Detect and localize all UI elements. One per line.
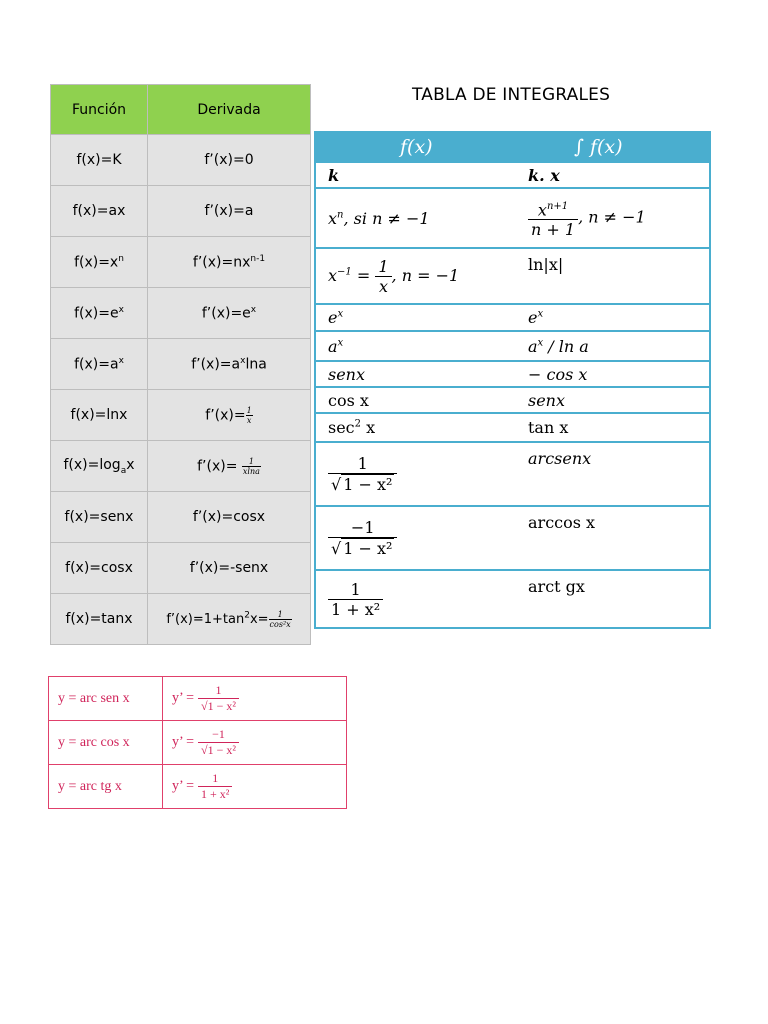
fraction-numerator: 1: [375, 257, 391, 277]
function-tail: x: [126, 456, 135, 473]
exponent: x: [250, 304, 257, 315]
integral-cell: [516, 188, 710, 248]
fraction: [198, 771, 232, 802]
sqrt-icon: √: [201, 743, 208, 757]
derivative-cell: [163, 765, 347, 809]
function-cell: senx: [315, 361, 516, 387]
integral-cell: tan x: [516, 413, 710, 442]
derivative-tail: lna: [245, 356, 267, 373]
radicand-text: 1 − x²: [343, 539, 393, 558]
function-cell: [315, 413, 516, 442]
exponent: x: [337, 308, 344, 320]
table-row: [315, 188, 710, 248]
fraction-denominator: n + 1: [531, 220, 576, 240]
fraction-numerator: −1: [328, 518, 397, 538]
integral-tail: / ln a: [543, 336, 589, 356]
derivative-cell: [148, 339, 311, 390]
function-cell: f(x)=cosx: [51, 543, 148, 594]
function-cell: y = arc cos x: [49, 721, 163, 765]
derivative-text: f’(x)=a: [191, 356, 241, 373]
subscript: a: [120, 465, 127, 476]
integral-cell: k. x: [516, 162, 710, 188]
function-cell: f(x)=senx: [51, 492, 148, 543]
arc-derivatives-table: [48, 676, 347, 809]
function-base: x: [328, 265, 338, 285]
table-row: [51, 186, 311, 237]
integral-cell: [516, 331, 710, 361]
integrals-header-row: [315, 132, 710, 162]
derivative-prefix: y’ =: [172, 734, 195, 750]
table-row: [315, 304, 710, 331]
fraction: [528, 197, 578, 239]
radicand-text: 1 − x²: [207, 743, 236, 757]
integral-tail: , n ≠ −1: [578, 207, 646, 227]
function-tail: x: [361, 418, 376, 437]
exponent: 2: [244, 610, 250, 621]
integral-cell: senx: [516, 387, 710, 413]
exponent: x: [537, 308, 544, 320]
function-text: f(x)=e: [74, 305, 119, 322]
function-base: e: [328, 308, 338, 327]
exponent: 2: [354, 418, 362, 430]
header-funcion: Función: [51, 85, 148, 135]
fraction: [375, 257, 391, 296]
fraction-numerator: −1: [198, 727, 239, 743]
fraction: [198, 683, 239, 714]
function-cell: [315, 304, 516, 331]
derivative-text: f’(x)=: [197, 458, 242, 474]
radicand-text: 1 − x²: [343, 475, 393, 494]
fraction-numerator: 1: [328, 580, 383, 600]
table-row: [315, 506, 710, 570]
derivatives-header-row: [51, 85, 311, 135]
fraction-denominator: xlna: [242, 466, 260, 476]
exponent: n: [337, 209, 344, 221]
page-title: TABLA DE INTEGRALES: [412, 85, 611, 105]
table-row: [51, 135, 311, 186]
function-cell: [315, 506, 516, 570]
fraction-numerator: 1: [242, 457, 261, 467]
exponent: x: [118, 355, 124, 366]
table-row: [51, 237, 311, 288]
exponent: x: [537, 337, 544, 349]
table-row: [51, 441, 311, 492]
table-row: [315, 413, 710, 442]
table-row: [315, 387, 710, 413]
fraction-denominator: 1 + x²: [331, 599, 381, 619]
derivative-tail: x=: [249, 611, 269, 627]
sqrt-icon: √: [201, 699, 208, 713]
fraction-denominator: [328, 474, 397, 494]
exponent: x: [118, 304, 124, 315]
fraction: [328, 580, 383, 619]
fraction-numerator: 1: [198, 683, 239, 699]
function-cell: f(x)=tanx: [51, 594, 148, 645]
derivative-cell: f’(x)=-senx: [148, 543, 311, 594]
fraction: [328, 454, 397, 494]
function-cell: cos x: [315, 387, 516, 413]
derivative-cell: [148, 288, 311, 339]
function-cell: f(x)=ax: [51, 186, 148, 237]
derivative-cell: [163, 677, 347, 721]
radicand-text: 1 − x²: [207, 699, 236, 713]
derivative-cell: [148, 594, 311, 645]
integral-cell: [516, 304, 710, 331]
table-row: [315, 331, 710, 361]
exponent: x: [240, 355, 246, 366]
table-row: [315, 248, 710, 304]
function-cell: [51, 441, 148, 492]
function-tail: , n = −1: [391, 265, 460, 285]
fraction: [242, 457, 261, 476]
integrals-table: [314, 131, 711, 629]
integral-cell: − cos x: [516, 361, 710, 387]
radicand: [341, 538, 394, 558]
table-row: [51, 492, 311, 543]
derivative-text: f’(x)=e: [201, 305, 251, 322]
derivative-cell: f’(x)=0: [148, 135, 311, 186]
derivative-prefix: y’ =: [172, 778, 195, 794]
fraction-denominator: 1 + x²: [201, 787, 230, 801]
fraction-numerator: 1: [328, 454, 397, 474]
fraction-numerator: 1: [246, 405, 252, 415]
derivative-cell: f’(x)=cosx: [148, 492, 311, 543]
equals: =: [351, 265, 376, 285]
function-base: x: [328, 208, 338, 228]
derivative-text: f’(x)=: [205, 407, 246, 423]
integral-cell: arcsenx: [516, 442, 710, 506]
fraction: [269, 610, 292, 629]
function-cell: k: [315, 162, 516, 188]
numerator-base: x: [537, 200, 547, 220]
fraction-denominator: cos²x: [269, 619, 291, 629]
fraction-denominator: [198, 699, 239, 714]
fraction-denominator: x: [378, 276, 388, 296]
header-derivada: Derivada: [148, 85, 311, 135]
table-row: [51, 288, 311, 339]
exponent: −1: [337, 266, 352, 278]
function-cell: y = arc sen x: [49, 677, 163, 721]
fraction: [246, 406, 253, 425]
fraction-denominator: [328, 538, 397, 558]
function-cell: [315, 331, 516, 361]
function-cell: [315, 442, 516, 506]
integral-base: a: [528, 336, 538, 356]
function-text: f(x)=x: [74, 254, 119, 271]
derivative-cell: [148, 441, 311, 492]
exponent: n-1: [250, 253, 266, 264]
function-cell: [315, 570, 516, 628]
table-row: [51, 543, 311, 594]
table-row: [51, 390, 311, 441]
table-row: [315, 570, 710, 628]
table-row: [51, 339, 311, 390]
fraction-numerator: 1: [198, 771, 232, 787]
function-base: sec: [328, 418, 355, 437]
derivative-cell: f’(x)=a: [148, 186, 311, 237]
fraction-numerator: [528, 197, 578, 220]
table-row: [315, 162, 710, 188]
derivative-cell: [163, 721, 347, 765]
derivative-prefix: y’ =: [172, 690, 195, 706]
fraction-denominator: x: [246, 415, 252, 425]
function-cell: f(x)=lnx: [51, 390, 148, 441]
sqrt-icon: √: [331, 539, 342, 558]
derivative-cell: [148, 237, 311, 288]
table-row: [315, 442, 710, 506]
function-tail: , si n ≠ −1: [343, 208, 430, 228]
fraction: [328, 518, 397, 558]
function-base: a: [328, 336, 338, 356]
function-cell: [315, 248, 516, 304]
function-cell: [51, 288, 148, 339]
fraction-denominator: [198, 743, 239, 758]
function-cell: [51, 339, 148, 390]
integral-cell: arct gx: [516, 570, 710, 628]
derivative-text: f’(x)=1+tan: [166, 611, 245, 627]
integral-base: e: [528, 308, 538, 327]
table-row: [49, 677, 347, 721]
exponent: n: [118, 253, 124, 264]
integral-cell: arccos x: [516, 506, 710, 570]
derivatives-table: [50, 84, 311, 645]
function-cell: f(x)=K: [51, 135, 148, 186]
radicand: [341, 474, 394, 494]
exponent: n+1: [546, 200, 569, 212]
table-row: [51, 594, 311, 645]
function-cell: [51, 237, 148, 288]
fraction-numerator: 1: [269, 610, 292, 620]
function-text: f(x)=a: [74, 356, 119, 373]
function-text: f(x)=log: [63, 456, 121, 473]
table-row: [49, 765, 347, 809]
function-cell: y = arc tg x: [49, 765, 163, 809]
fraction: [198, 727, 239, 758]
exponent: x: [337, 337, 344, 349]
derivative-text: f’(x)=nx: [192, 254, 251, 271]
header-integral: ∫ f(x): [516, 132, 710, 162]
integral-cell: ln|x|: [516, 248, 710, 304]
function-cell: [315, 188, 516, 248]
sqrt-icon: √: [331, 475, 342, 494]
table-row: [315, 361, 710, 387]
table-row: [49, 721, 347, 765]
header-fx: f(x): [315, 132, 516, 162]
derivative-cell: [148, 390, 311, 441]
